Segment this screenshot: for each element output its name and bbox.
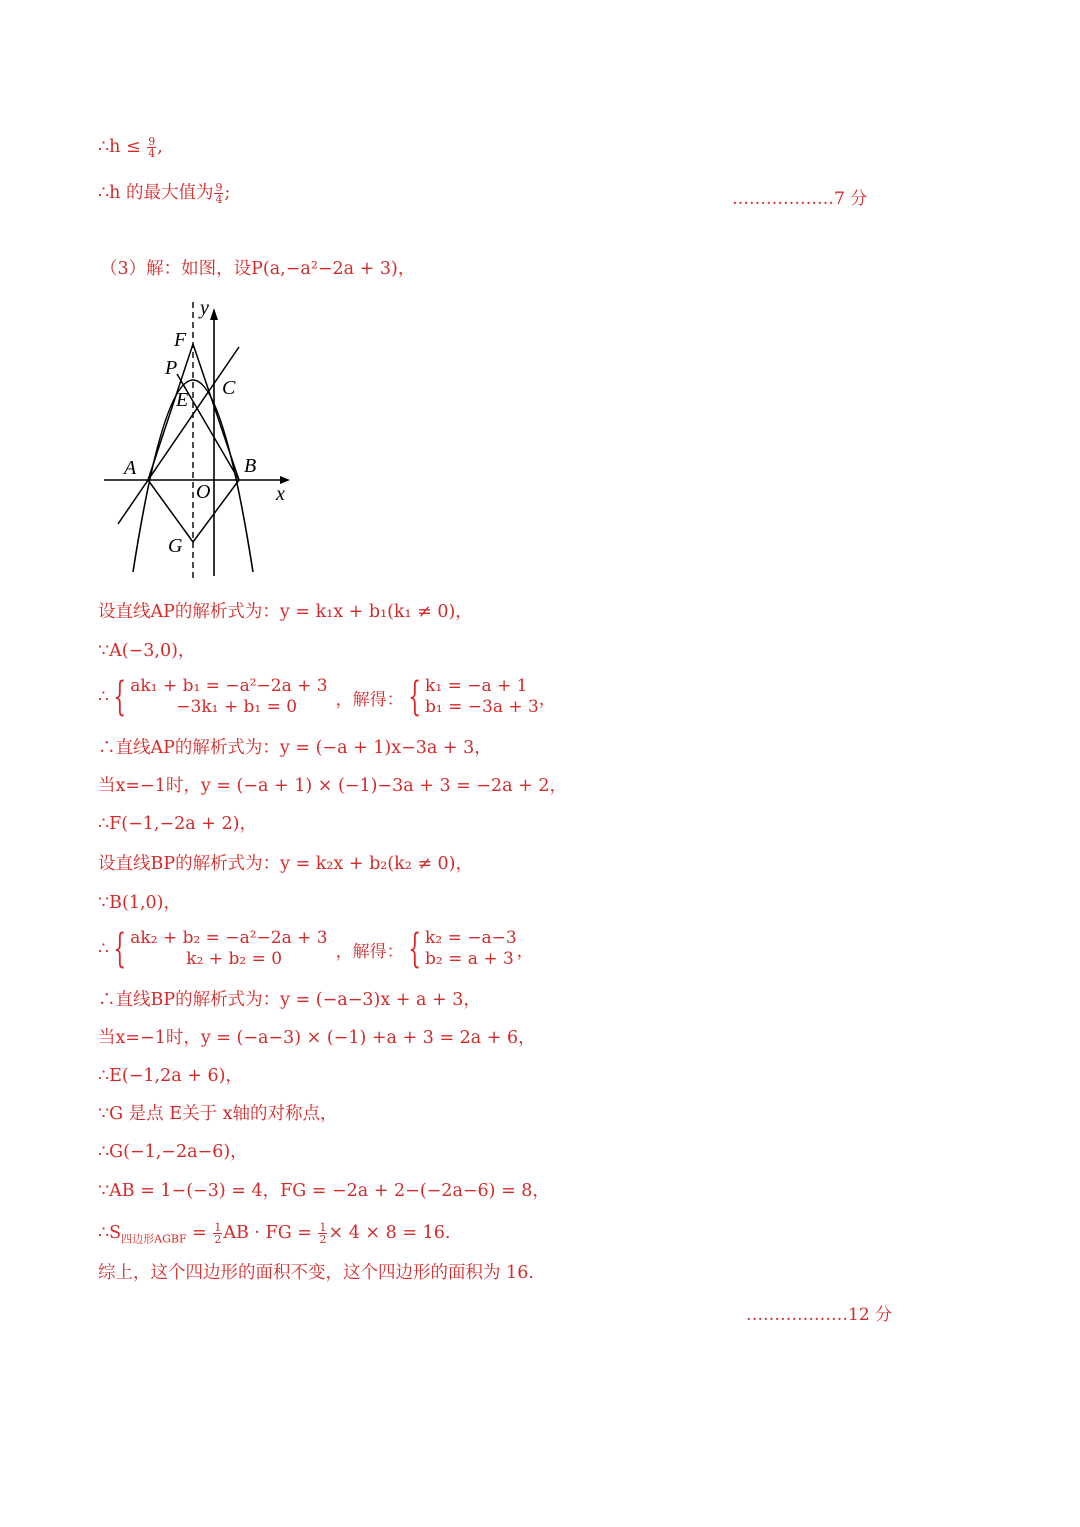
parabola-diagram <box>100 292 300 582</box>
g-definition: ∵G 是点 E关于 x轴的对称点， <box>98 1104 338 1124</box>
label-y: y <box>200 297 209 319</box>
frac-den: 4 <box>148 147 156 160</box>
h-max-value <box>98 182 230 205</box>
fraction <box>147 136 156 159</box>
solve-label: ，解得： <box>335 689 404 710</box>
frac-num: 1 <box>214 1221 222 1234</box>
point-g: ∴G(−1,−2a−6)， <box>98 1142 248 1162</box>
area-s: ∴S <box>98 1223 122 1243</box>
sys2-eq2: k₂ + b₂ = 0 <box>186 949 283 969</box>
sys1-eq1: ak₁ + b₁ = −a²−2a + 3 <box>130 676 328 696</box>
left-brace-icon: { <box>407 674 421 720</box>
ineq-text: ∴h ≤ <box>98 137 147 157</box>
point-e: ∴E(−1,2a + 6)， <box>98 1066 243 1086</box>
fraction <box>214 182 223 205</box>
point-f: ∴F(−1,−2a + 2)， <box>98 814 257 834</box>
area-formula <box>98 1222 450 1251</box>
system-equations <box>130 676 327 718</box>
system-equations <box>130 928 327 970</box>
label-e: E <box>176 389 189 411</box>
sol2-eq1: k₂ = −a−3 <box>425 928 517 948</box>
score-7: ………………7 分 <box>732 189 868 209</box>
fraction-half <box>318 1222 327 1245</box>
frac-num: 9 <box>148 135 156 148</box>
therefore-symbol: ∴ <box>98 939 109 959</box>
solution-equations <box>425 676 539 718</box>
solve-label: ，解得： <box>335 941 404 962</box>
label-b: B <box>244 455 257 477</box>
sol-suffix: ， <box>538 689 556 710</box>
max-suffix: ; <box>224 183 231 203</box>
solution-equations <box>425 928 517 970</box>
ineq-suffix: , <box>157 137 163 157</box>
frac-den: 4 <box>215 193 223 206</box>
score-12: ………………12 分 <box>746 1305 893 1325</box>
label-a: A <box>124 457 137 479</box>
point-b: ∵B(1,0)， <box>98 893 181 913</box>
point-a: ∵A(−3,0)， <box>98 641 196 661</box>
ap-result: ∴直线AP的解析式为：y = (−a + 1)x−3a + 3， <box>98 738 492 758</box>
lengths: ∵AB = 1−(−3) = 4，FG = −2a + 2−(−2a−6) = 8， <box>98 1181 550 1201</box>
label-p: P <box>165 357 178 379</box>
area-mid: AB · FG = <box>223 1223 318 1243</box>
frac-num: 9 <box>215 181 223 194</box>
label-f: F <box>174 329 187 351</box>
frac-den: 2 <box>319 1233 327 1246</box>
conclusion: 综上，这个四边形的面积不变，这个四边形的面积为 16. <box>98 1263 534 1283</box>
left-brace-icon: { <box>407 926 421 972</box>
bp-eval: 当x=−1时，y = (−a−3) × (−1) +a + 3 = 2a + 6， <box>98 1028 536 1048</box>
frac-num: 1 <box>319 1221 327 1234</box>
fraction-half <box>213 1222 222 1245</box>
h-inequality <box>98 136 163 159</box>
area-eq: = <box>186 1223 213 1243</box>
sol1-eq2: b₁ = −3a + 3 <box>425 697 539 717</box>
frac-den: 2 <box>214 1233 222 1246</box>
system-2 <box>98 928 534 970</box>
therefore-symbol: ∴ <box>98 687 109 707</box>
label-c: C <box>222 377 236 399</box>
max-text: ∴h 的最大值为 <box>98 183 214 203</box>
ap-eval: 当x=−1时，y = (−a + 1) × (−1)−3a + 3 = −2a + 2， <box>98 776 568 796</box>
label-o: O <box>196 481 211 503</box>
sol-suffix: ， <box>516 941 534 962</box>
area-end: × 4 × 8 = 16. <box>328 1223 451 1243</box>
sol1-eq1: k₁ = −a + 1 <box>425 676 528 696</box>
y-axis-arrow-icon <box>210 308 218 320</box>
left-brace-icon: { <box>113 926 126 972</box>
line-ap-setup: 设直线AP的解析式为：y = k₁x + b₁(k₁ ≠ 0)， <box>98 602 473 622</box>
sys2-eq1: ak₂ + b₂ = −a²−2a + 3 <box>130 928 328 948</box>
label-g: G <box>168 535 183 557</box>
sol2-eq2: b₂ = a + 3 <box>425 949 514 969</box>
label-x: x <box>276 483 285 505</box>
part3-intro: （3）解：如图，设P(a,−a²−2a + 3)， <box>100 259 416 279</box>
left-brace-icon: { <box>113 674 126 720</box>
system-1 <box>98 676 556 718</box>
bp-result: ∴直线BP的解析式为：y = (−a−3)x + a + 3， <box>98 990 481 1010</box>
line-ac <box>118 347 239 524</box>
line-bp-setup: 设直线BP的解析式为：y = k₂x + b₂(k₂ ≠ 0)， <box>98 854 474 874</box>
sys1-eq2: −3k₁ + b₁ = 0 <box>176 697 298 717</box>
line-ag <box>148 480 193 542</box>
area-subscript: 四边形AGBF <box>121 1232 187 1246</box>
